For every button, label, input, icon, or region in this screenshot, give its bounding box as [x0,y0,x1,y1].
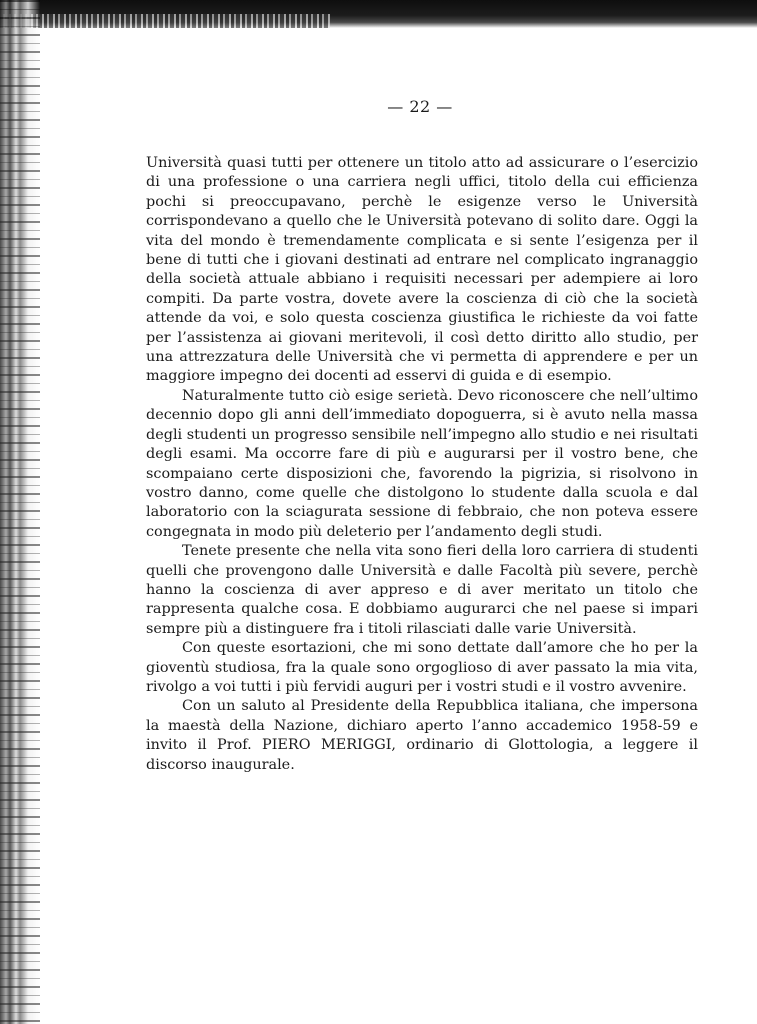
paragraph-2: Naturalmente tutto ciò esige serietà. Devo riconoscere che nell’ultimo decennio dopo gli anni dell’immediato dopoguerra, si è avuto nella massa degli studenti un progresso sensibile nell’impegno allo studio e nei risultati degli esami. Ma occorre fare di più e augurarsi per il vostro bene, che scompaiano certe disposizioni che, favorendo la pigrizia, si risolvono in vostro danno, come quelle che distolgono lo studente dalla scuola e dal laboratorio con la sciagurata sessione di febbraio, che non poteva essere congegnata in modo più deleterio per l’andamento degli studi. [146,387,698,540]
paragraph-1: Università quasi tutti per ottenere un titolo atto ad assicurare o l’esercizio di una professione o una carriera negli uffici, titolo della cui efficienza pochi si preoccupavano, perchè le esigenze verso le Università corrispondevano a quello che le Università potevano di solito dare. Oggi la vita del mondo è tremendamente complicata e si sente l’esigenza per il bene di tutti che i giovani destinati ad entrare nel complicato ingranaggio della società attuale abbiano i requisiti necessari per adempiere ai loro compiti. Da parte vostra, dovete avere la coscienza di ciò che la società attende da voi, e solo questa coscienza giustifica le richieste da voi fatte per l’assistenza ai giovani meritevoli, il così detto diritto allo studio, per una attrezzatura delle Università che vi permetta di apprendere e per un maggiore impegno dei docenti ad esservi di guida e di esempio. [146,155,698,385]
paragraph-4: Con queste esortazioni, che mi sono dettate dall’amore che ho per la gioventù studiosa, fra la quale sono orgoglioso di aver passato la mia vita, rivolgo a voi tutti i più fervidi auguri per i vostri studi e il vostro avvenire. [146,640,698,695]
paragraph-3: Tenete presente che nella vita sono fieri della loro carriera di studenti quelli che provengono dalle Università e dalle Facoltà più severe, perchè hanno la coscienza di aver appreso e di aver meritato un titolo che rappresenta qualche cosa. E dobbiamo augurarci che nel paese si impari sempre più a distinguere fra i titoli rilasciati dalle varie Università. [146,543,698,637]
paragraph-5: Con un saluto al Presidente della Repubblica italiana, che impersona la maestà della Nazione, dichiaro aperto l’anno accademico 1958-59 e invito il Prof. PIERO MERIGGI, ordinario di Glottologia, a leggere il discorso inaugurale. [146,698,698,773]
scan-binding-edge [0,0,40,1024]
body-text [146,154,698,775]
page-number: — 22 — [387,97,453,116]
scan-top-edge [0,0,757,28]
